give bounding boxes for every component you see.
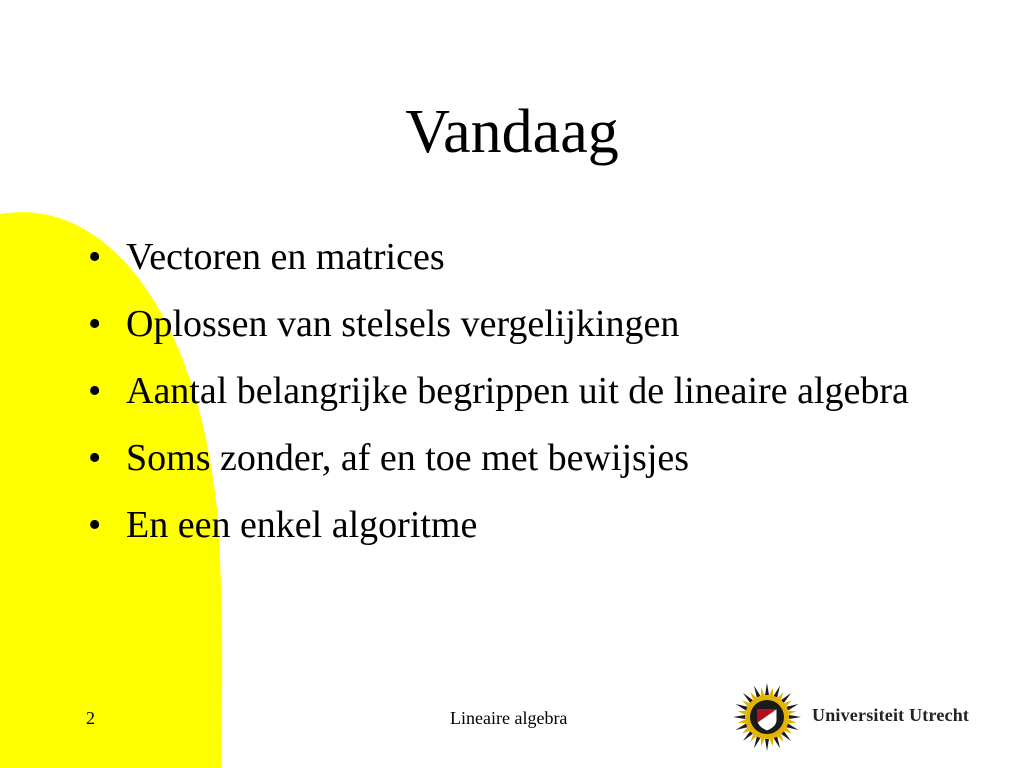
logo-ray — [774, 686, 780, 698]
logo-ray — [738, 711, 746, 715]
bullet-item — [88, 433, 968, 483]
bullet-item — [88, 366, 968, 416]
bullet-text: Soms zonder, af en toe met bewijsjes — [126, 437, 690, 479]
slide-title: Vandaag — [405, 98, 619, 166]
page-number: 2 — [86, 708, 95, 728]
bullet-text: Vectoren en matrices — [126, 236, 445, 278]
logo-ray — [786, 724, 798, 730]
logo-ray — [765, 739, 769, 751]
logo-ray — [736, 724, 748, 730]
footer-course-title: Lineaire algebra — [450, 708, 568, 728]
bullet-marker: • — [88, 303, 102, 345]
logo-ray — [738, 719, 746, 723]
utrecht-sun-logo-icon — [732, 682, 802, 752]
logo-ray — [789, 715, 801, 719]
bullet-item — [88, 500, 968, 550]
logo-ray — [788, 711, 796, 715]
bullet-marker: • — [88, 370, 102, 412]
logo-ray — [788, 719, 796, 723]
bullet-list — [88, 232, 968, 567]
bullet-item — [88, 299, 968, 349]
logo-ray — [736, 704, 748, 710]
bullet-text: Aantal belangrijke begrippen uit de lineaire algebra — [126, 370, 909, 412]
logo-ray — [769, 738, 773, 746]
logo-ray — [786, 704, 798, 710]
bullet-text: Oplossen van stelsels vergelijkingen — [126, 303, 680, 345]
bullet-text: En een enkel algoritme — [126, 504, 478, 546]
bullet-item — [88, 232, 968, 282]
logo-ray — [765, 683, 769, 695]
logo-ray — [761, 688, 765, 696]
bullet-marker: • — [88, 236, 102, 278]
logo-ray — [769, 688, 773, 696]
logo-ray — [754, 736, 760, 748]
logo-ray — [754, 686, 760, 698]
logo-ray — [733, 715, 745, 719]
logo-ray — [774, 736, 780, 748]
logo-ray — [761, 738, 765, 746]
bullet-marker: • — [88, 504, 102, 546]
bullet-marker: • — [88, 437, 102, 479]
university-name: Universiteit Utrecht — [812, 705, 970, 725]
